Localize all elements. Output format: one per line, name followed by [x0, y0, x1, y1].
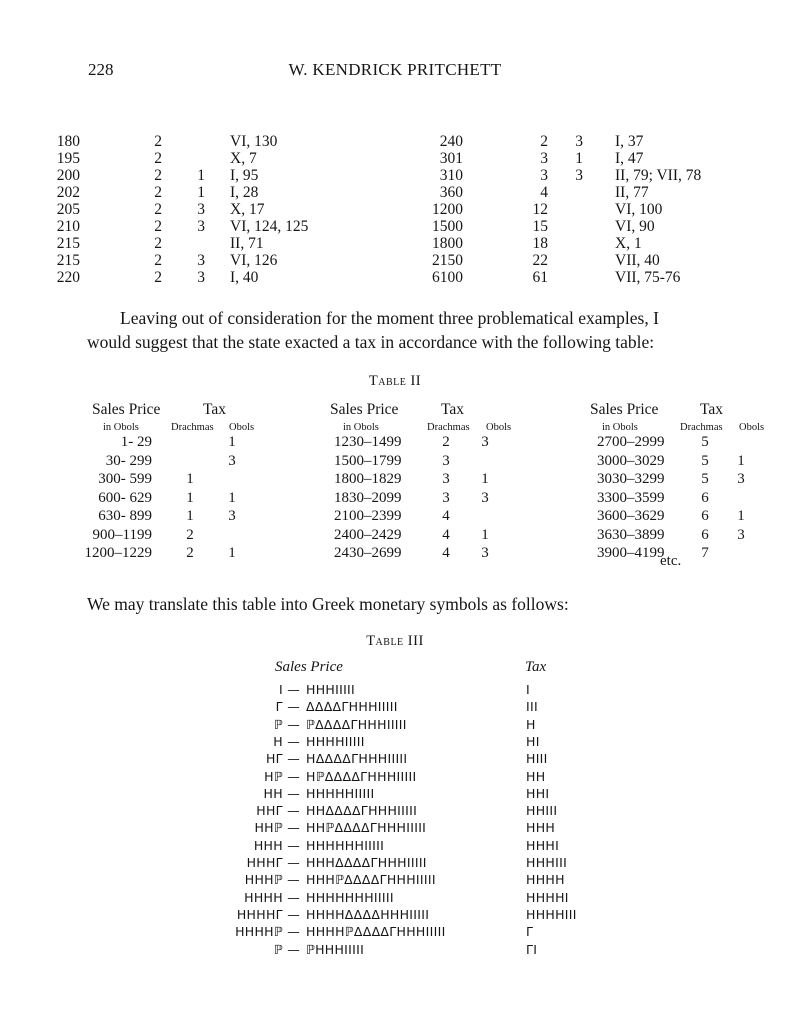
- sales-range-cell: 3600–3629: [597, 508, 665, 524]
- reference-cell: VI, 100: [615, 201, 663, 218]
- drachmas-cell: 2: [186, 526, 194, 543]
- price-cell: 180: [56, 133, 80, 150]
- sales-price-symbol: ℙ —: [273, 941, 300, 957]
- obols-cell: 3: [737, 526, 745, 543]
- sales-range-cell: 3030–3299: [597, 471, 665, 487]
- sales-range-cell: 600- 629: [98, 489, 152, 506]
- drachmas-cell: 2: [154, 133, 162, 150]
- reference-cell: I, 95: [230, 167, 259, 184]
- drachmas-cell: 2: [154, 269, 162, 286]
- drachmas-cell: 4: [442, 545, 450, 561]
- sales-price-symbol: ΗΗΗΓ —: [246, 855, 300, 870]
- drachmas-cell: 2: [442, 434, 450, 450]
- obols-cell: 1: [575, 150, 583, 167]
- reference-cell: I, 47: [615, 150, 644, 167]
- translation-sentence: We may translate this table into Greek monetary symbols as follows:: [87, 594, 569, 614]
- price-cell: 210: [56, 218, 80, 235]
- tax-symbol: Γ: [526, 924, 534, 940]
- drachmas-cell: 6: [701, 489, 709, 506]
- tax-symbol: ΓΙ: [526, 941, 538, 957]
- sales-price-symbol: ΗΗΗ —: [253, 837, 300, 853]
- drachmas-cell: 1: [186, 471, 194, 487]
- sales-price-expansion: ΔΔΔΔΓΗΗΗΙΙΙΙΙ: [306, 699, 398, 715]
- price-cell: 6100: [432, 269, 463, 286]
- drachmas-cell: 18: [532, 235, 548, 252]
- reference-cell: VII, 40: [615, 252, 660, 269]
- tax-symbol: ΗΗΗΙ: [526, 837, 560, 853]
- price-cell: 195: [56, 150, 80, 167]
- obols-cell: 3: [228, 508, 236, 524]
- drachmas-cell: 2: [540, 133, 548, 150]
- obols-cell: 3: [737, 471, 745, 487]
- price-cell: 360: [439, 184, 463, 201]
- table-iii-sales-price-header: Sales Price: [275, 659, 343, 675]
- sales-price-expansion: ΗΗΗΙΙΙΙΙ: [306, 682, 356, 697]
- tax-symbol: ΗΙΙΙ: [526, 751, 548, 767]
- tax-symbol: ΗΙ: [526, 733, 540, 749]
- drachmas-cell: 6: [701, 508, 709, 524]
- sales-price-expansion: ΗΗΗΗΗΗΙΙΙΙΙ: [306, 837, 385, 853]
- obols-cell: 3: [197, 218, 205, 235]
- reference-cell: VI, 130: [230, 133, 278, 150]
- obols-subheader: Obols: [739, 422, 765, 433]
- sales-price-header: Sales Price: [92, 401, 161, 418]
- body-paragraph: [87, 306, 747, 354]
- drachmas-cell: 4: [540, 184, 548, 201]
- sales-range-cell: 3300–3599: [597, 489, 665, 506]
- reference-cell: VI, 124, 125: [230, 218, 309, 235]
- reference-cell: I, 37: [615, 133, 644, 150]
- reference-cell: X, 7: [230, 150, 257, 167]
- sales-price-symbol: ΗΗΗΗ —: [244, 889, 300, 905]
- sales-price-symbol: ΗΗΗℙ —: [244, 872, 300, 888]
- sales-price-expansion: ΗΗΗΗΗΙΙΙΙΙ: [306, 785, 375, 801]
- drachmas-cell: 5: [701, 471, 709, 487]
- reference-cell: I, 40: [230, 269, 259, 286]
- sales-price-expansion: ΗΗΗΔΔΔΔΓΗΗΗΙΙΙΙΙ: [306, 855, 427, 870]
- drachmas-cell: 3: [540, 150, 548, 167]
- price-cell: 1800: [432, 235, 463, 252]
- tax-symbol: ΗΗΗΗ: [526, 872, 565, 888]
- drachmas-cell: 3: [442, 452, 450, 469]
- drachmas-cell: 5: [701, 452, 709, 469]
- sales-range-cell: 30- 299: [105, 452, 152, 469]
- obols-subheader: Obols: [486, 422, 512, 433]
- in-obols-subheader: in Obols: [602, 422, 638, 433]
- sales-price-symbol: Γ —: [275, 699, 300, 715]
- obols-cell: 1: [197, 167, 205, 184]
- table-ii-caption: Table II: [368, 373, 422, 389]
- obols-cell: 1: [481, 471, 489, 487]
- sales-price-symbol: ΗΗΗΗΓ —: [236, 906, 300, 922]
- table-iii-tax-header: Tax: [525, 659, 547, 675]
- sales-price-header: Sales Price: [590, 401, 659, 418]
- sales-price-expansion: ℙΗΗΗΙΙΙΙΙ: [306, 941, 365, 957]
- obols-cell: 3: [197, 252, 205, 269]
- sales-price-expansion: ΗΗΗΗΔΔΔΔΗΗΗΙΙΙΙΙ: [306, 906, 430, 922]
- sales-price-symbol: ΗΓ —: [265, 751, 300, 767]
- drachmas-cell: 1: [186, 508, 194, 524]
- drachmas-cell: 2: [154, 218, 162, 235]
- sales-range-cell: 2100–2399: [334, 508, 402, 524]
- sales-range-cell: 1500–1799: [334, 452, 402, 469]
- sales-price-symbol: ℙ —: [273, 716, 300, 732]
- sales-range-cell: 630- 899: [98, 508, 152, 524]
- sales-price-expansion: ΗΗΗΗΙΙΙΙΙ: [306, 733, 365, 749]
- sales-price-symbol: Ι —: [278, 682, 300, 697]
- price-cell: 200: [56, 167, 80, 184]
- drachmas-cell: 4: [442, 508, 450, 524]
- tax-header: Tax: [700, 401, 724, 418]
- obols-cell: 3: [575, 133, 583, 150]
- tax-symbol: ΗΗΗΙΙΙ: [526, 855, 568, 870]
- sales-price-symbol: Η —: [273, 733, 300, 749]
- drachmas-cell: 6: [701, 526, 709, 543]
- sales-price-expansion: ΗΗΗΗΗΗΗΙΙΙΙΙ: [306, 889, 394, 905]
- price-cell: 2150: [432, 252, 463, 269]
- sales-price-expansion: ΗΔΔΔΔΓΗΗΗΙΙΙΙΙ: [306, 751, 408, 767]
- reference-cell: II, 71: [230, 235, 264, 252]
- obols-cell: 1: [737, 508, 745, 524]
- obols-cell: 3: [481, 489, 489, 506]
- drachmas-cell: 1: [186, 489, 194, 506]
- in-obols-subheader: in Obols: [343, 422, 379, 433]
- drachmas-cell: 3: [540, 167, 548, 184]
- reference-cell: X, 17: [230, 201, 265, 218]
- running-title: W. KENDRICK PRITCHETT: [288, 60, 502, 79]
- reference-cell: VI, 90: [615, 218, 655, 235]
- tax-symbol: ΗΗΗΗΙ: [526, 889, 569, 905]
- sales-price-expansion: ΗΗℙΔΔΔΔΓΗΗΗΙΙΙΙΙ: [306, 820, 427, 836]
- reference-cell: VI, 126: [230, 252, 278, 269]
- tax-symbol: ΗΗΙΙΙ: [526, 803, 558, 819]
- sales-range-cell: 3000–3029: [597, 452, 665, 469]
- paragraph-line-1: Leaving out of consideration for the moment three problematical examples, I: [120, 308, 659, 328]
- obols-cell: 1: [481, 526, 489, 543]
- tax-symbol: ΗΗΙ: [526, 785, 550, 801]
- reference-cell: I, 28: [230, 184, 259, 201]
- sales-price-symbol: ΗΗℙ —: [254, 820, 300, 836]
- drachmas-cell: 2: [154, 201, 162, 218]
- price-cell: 1200: [432, 201, 463, 218]
- sales-price-expansion: ΗℙΔΔΔΔΓΗΗΗΙΙΙΙΙ: [306, 768, 417, 784]
- sales-range-cell: 1200–1229: [84, 545, 152, 561]
- drachmas-cell: 3: [442, 471, 450, 487]
- sales-range-cell: 300- 599: [98, 471, 152, 487]
- sales-price-expansion: ΗΗΗΗℙΔΔΔΔΓΗΗΗΙΙΙΙΙ: [306, 924, 446, 940]
- drachmas-cell: 2: [154, 150, 162, 167]
- price-cell: 220: [56, 269, 80, 286]
- sales-price-symbol: ΗΗΓ —: [256, 803, 300, 819]
- drachmas-cell: 61: [532, 269, 548, 286]
- tax-header: Tax: [441, 401, 465, 418]
- sales-price-expansion: ΗΗΔΔΔΔΓΗΗΗΙΙΙΙΙ: [306, 803, 418, 819]
- in-obols-subheader: in Obols: [103, 422, 139, 433]
- price-cell: 240: [439, 133, 463, 150]
- sales-range-cell: 1- 29: [120, 434, 152, 450]
- sales-range-cell: 1230–1499: [334, 434, 402, 450]
- obols-cell: 1: [228, 545, 236, 561]
- obols-cell: 1: [228, 434, 236, 450]
- price-cell: 215: [56, 235, 80, 252]
- sales-price-symbol: Ηℙ —: [264, 768, 300, 784]
- sales-price-symbol: ΗΗΗΗℙ —: [235, 924, 300, 940]
- sales-range-cell: 3630–3899: [597, 526, 665, 543]
- sales-price-expansion: ΗΗΗℙΔΔΔΔΓΗΗΗΙΙΙΙΙ: [306, 872, 436, 888]
- sales-price-expansion: ℙΔΔΔΔΓΗΗΗΙΙΙΙΙ: [306, 716, 407, 732]
- obols-cell: 1: [228, 489, 236, 506]
- drachmas-cell: 3: [442, 489, 450, 506]
- sales-range-cell: 2400–2429: [334, 526, 402, 543]
- price-cell: 301: [439, 150, 463, 167]
- sales-price-header: Sales Price: [330, 401, 399, 418]
- reference-cell: X, 1: [615, 235, 642, 252]
- etc-label: etc.: [660, 553, 682, 569]
- obols-cell: 3: [481, 545, 489, 561]
- page-number: 228: [88, 60, 114, 79]
- sales-range-cell: 2430–2699: [334, 545, 402, 561]
- price-cell: 1500: [432, 218, 463, 235]
- drachmas-cell: 12: [532, 201, 548, 218]
- reference-cell: VII, 75-76: [615, 269, 681, 286]
- obols-cell: 1: [737, 452, 745, 469]
- drachmas-subheader: Drachmas: [680, 422, 723, 433]
- tax-symbol: ΗΗΗΗΙΙΙ: [526, 906, 577, 922]
- tax-symbol: ΙΙΙ: [526, 699, 538, 715]
- drachmas-cell: 7: [701, 545, 709, 561]
- tax-symbol: Η: [526, 716, 536, 732]
- paragraph-line-2: would suggest that the state exacted a tax in accordance with the following table:: [87, 332, 655, 352]
- price-cell: 215: [56, 252, 80, 269]
- sales-range-cell: 1800–1829: [334, 471, 402, 487]
- drachmas-cell: 2: [154, 235, 162, 252]
- price-cell: 202: [56, 184, 80, 201]
- drachmas-cell: 15: [532, 218, 548, 235]
- obols-cell: 3: [197, 201, 205, 218]
- sales-price-symbol: ΗΗ —: [263, 785, 300, 801]
- drachmas-cell: 22: [532, 252, 548, 269]
- drachmas-subheader: Drachmas: [171, 422, 214, 433]
- tax-symbol: ΗΗΗ: [526, 820, 556, 836]
- drachmas-cell: 4: [442, 526, 450, 543]
- obols-cell: 1: [197, 184, 205, 201]
- sales-range-cell: 900–1199: [92, 526, 152, 543]
- table-iii-caption: Table III: [366, 633, 424, 649]
- price-cell: 205: [56, 201, 80, 218]
- obols-cell: 3: [228, 452, 236, 469]
- drachmas-cell: 2: [154, 184, 162, 201]
- drachmas-cell: 2: [154, 252, 162, 269]
- tax-symbol: ΗΗ: [526, 768, 546, 784]
- drachmas-cell: 2: [186, 545, 194, 561]
- drachmas-subheader: Drachmas: [427, 422, 470, 433]
- sales-range-cell: 3900–4199: [597, 545, 665, 561]
- drachmas-cell: 5: [701, 434, 709, 450]
- tax-header: Tax: [203, 401, 227, 418]
- reference-cell: II, 77: [615, 184, 649, 201]
- drachmas-cell: 2: [154, 167, 162, 184]
- tax-symbol: Ι: [526, 682, 530, 697]
- sales-range-cell: 1830–2099: [334, 489, 402, 506]
- sales-range-cell: 2700–2999: [597, 434, 665, 450]
- reference-cell: II, 79; VII, 78: [615, 167, 702, 184]
- obols-subheader: Obols: [229, 422, 255, 433]
- obols-cell: 3: [575, 167, 583, 184]
- obols-cell: 3: [197, 269, 205, 286]
- price-cell: 310: [439, 167, 463, 184]
- obols-cell: 3: [481, 434, 489, 450]
